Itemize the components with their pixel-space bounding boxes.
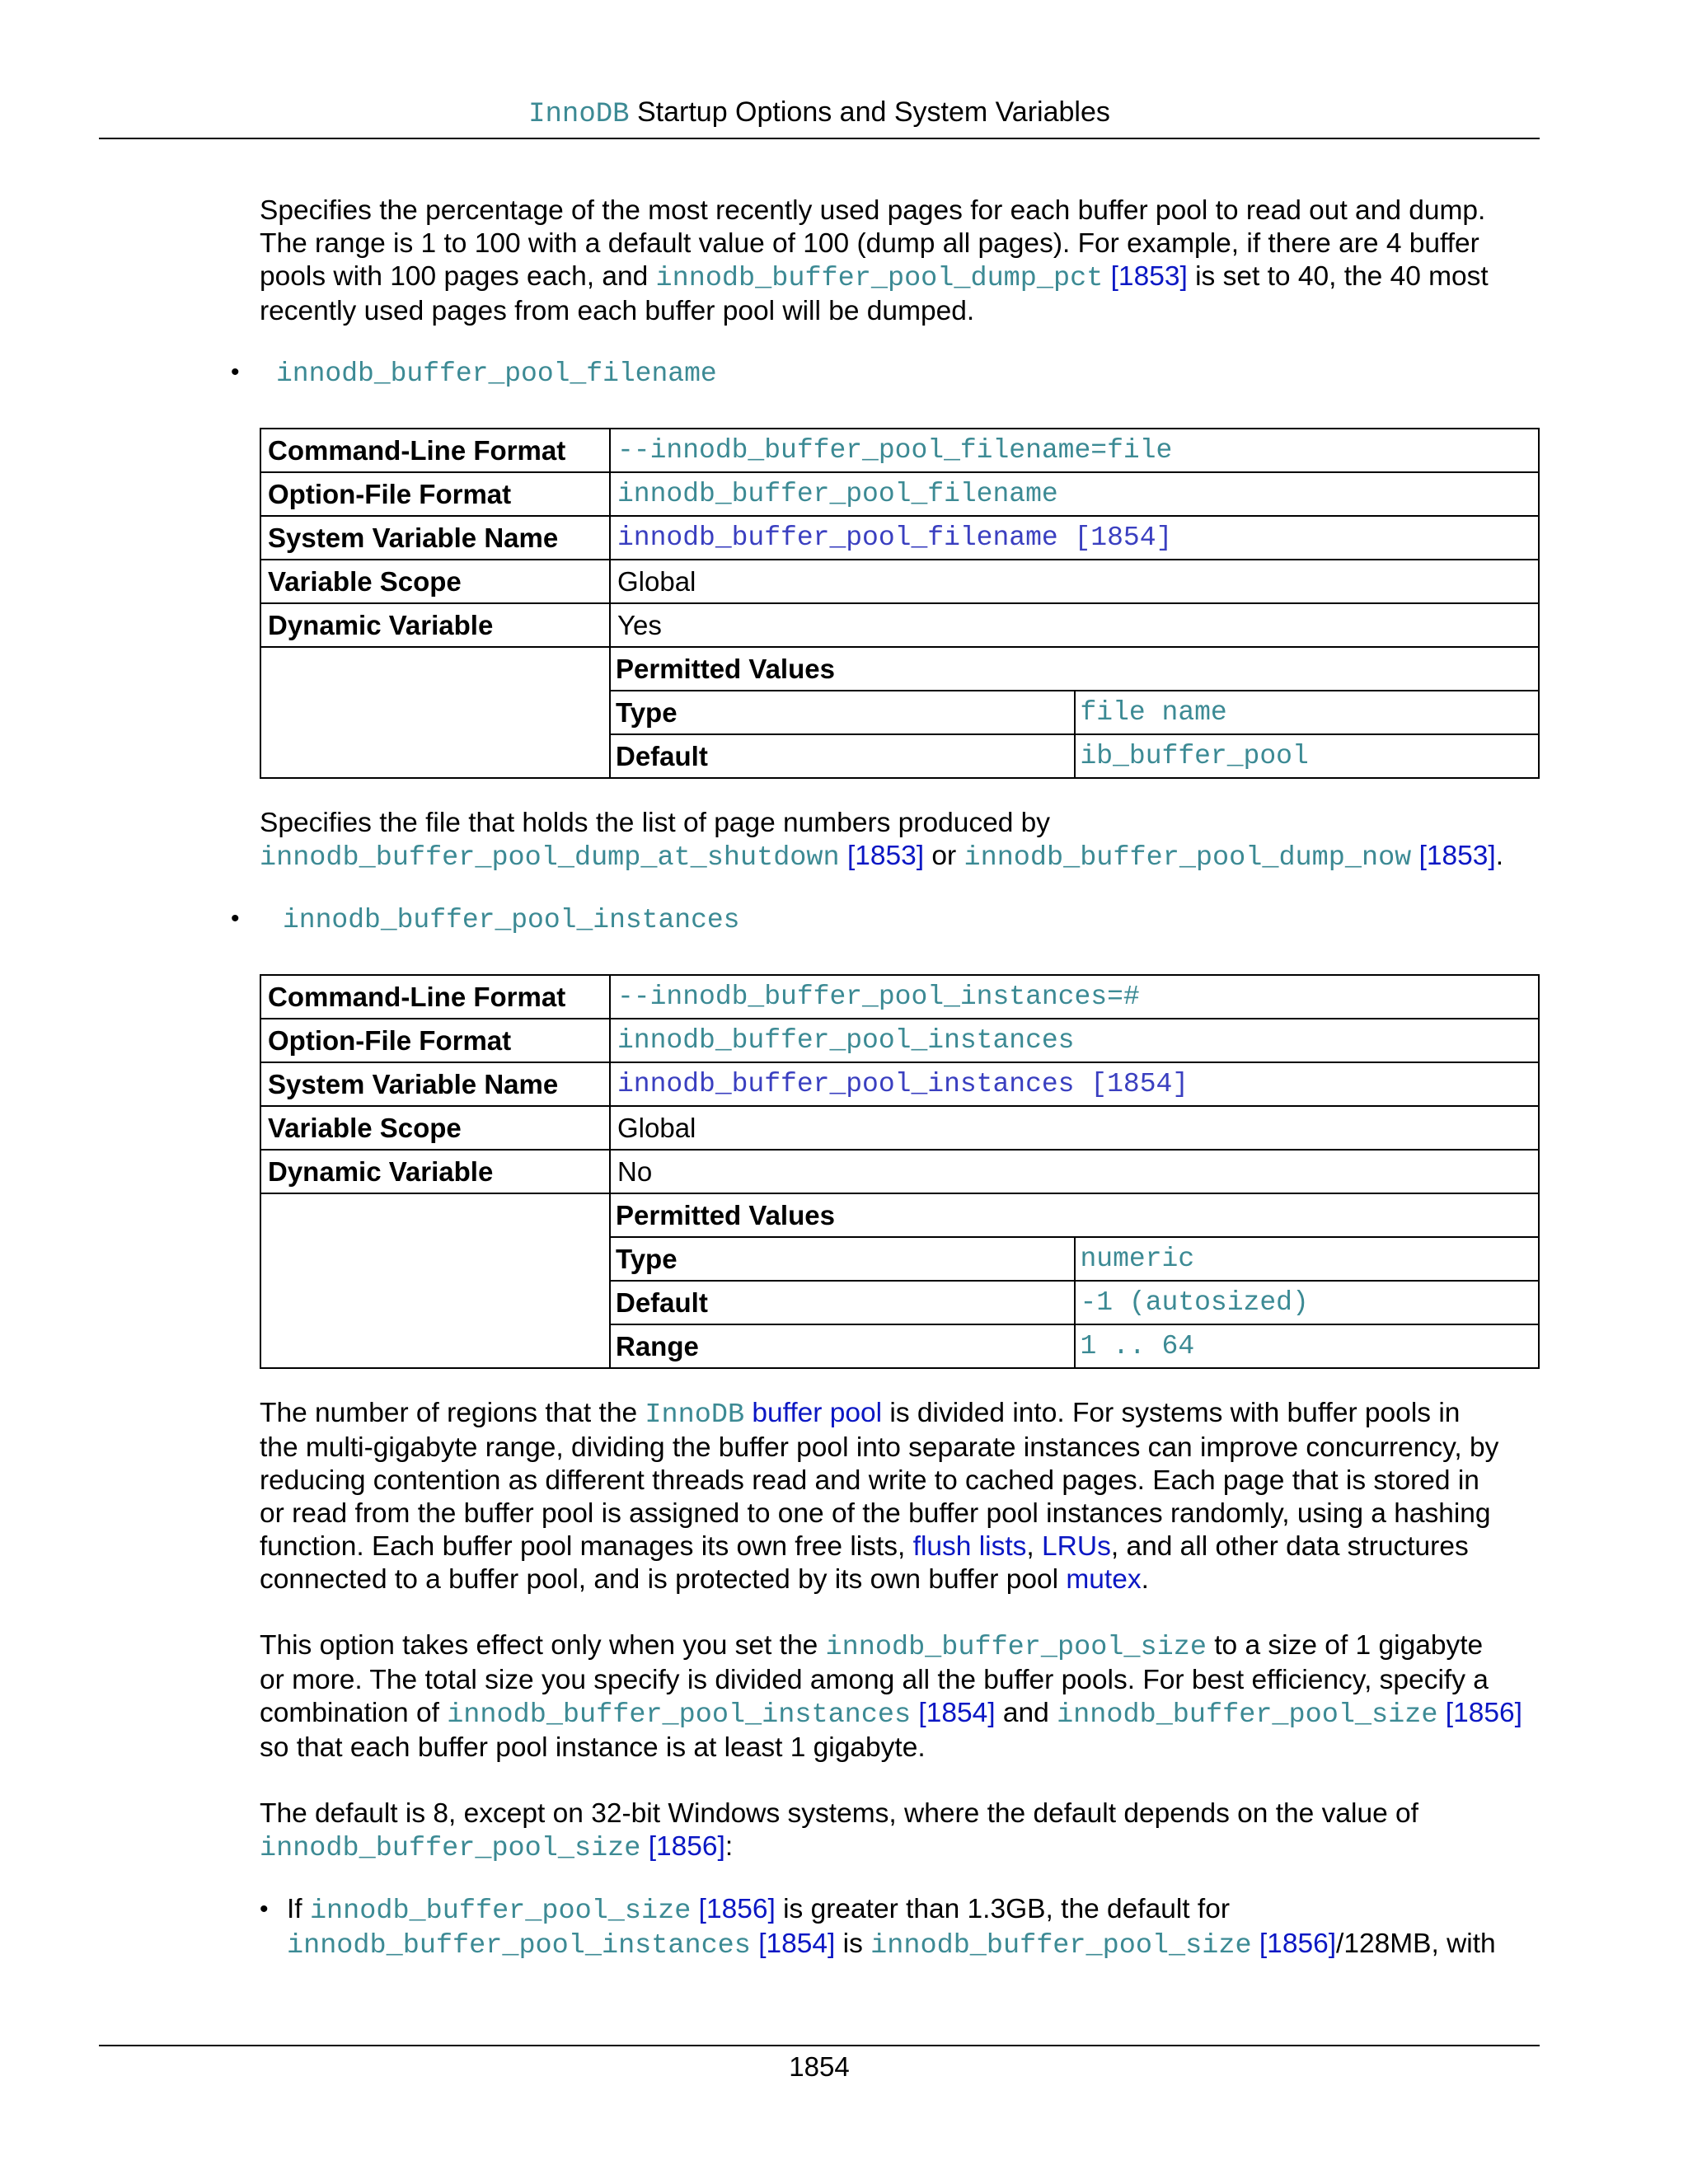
sub-bullet-item: • If innodb_buffer_pool_size [1856] is greater than 1.3GB, the default for innodb_buffer_pool_instances [1854] is innodb_buffer_pool_size [1856]/128MB, with (260, 1894, 1496, 1961)
type-label: Type (611, 691, 1075, 734)
empty-label-cell (260, 1193, 610, 1368)
table-row (260, 975, 1539, 1019)
row-value: --innodb_buffer_pool_filename=file (610, 429, 1539, 472)
option-bullet-filename (231, 356, 1545, 391)
table-row (260, 603, 1539, 647)
row-value: innodb_buffer_pool_instances (610, 1019, 1539, 1062)
ref-link[interactable]: [1853] (846, 841, 925, 871)
option-table-instances (260, 974, 1540, 1369)
row-label: System Variable Name (260, 516, 610, 560)
ref-link[interactable]: [1854] (918, 1698, 996, 1728)
running-header (99, 92, 1540, 134)
code-innodb: InnoDB (645, 1399, 745, 1431)
buffer-pool-link[interactable]: buffer pool (752, 1398, 883, 1428)
row-value: No (610, 1150, 1539, 1193)
default-label: Default (611, 1281, 1075, 1324)
default-value: -1 (autosized) (1075, 1281, 1539, 1324)
row-label: Command-Line Format (260, 429, 610, 472)
permitted-values-table (611, 1194, 1538, 1367)
header-rule (99, 138, 1540, 139)
table-row (260, 1019, 1539, 1062)
filename-description: Specifies the file that holds the list of page numbers produced by innodb_buffer_pool_dump_at_shutdown [1853] or innodb_buffer_pool_dump_now [1853]. (260, 808, 1504, 874)
row-label: Option-File Format (260, 472, 610, 516)
ref-link[interactable]: [1854] (758, 1929, 836, 1959)
range-value: 1 .. 64 (1075, 1324, 1539, 1367)
footer-rule (99, 2045, 1540, 2046)
type-value: numeric (1075, 1237, 1539, 1281)
row-value: innodb_buffer_pool_filename (610, 472, 1539, 516)
permitted-values-heading: Permitted Values (611, 648, 1538, 691)
ref-link[interactable]: [1856] (1259, 1929, 1337, 1959)
table-row (260, 1106, 1539, 1150)
option-name: innodb_buffer_pool_filename (276, 359, 717, 389)
code-pool-size: innodb_buffer_pool_size (1057, 1699, 1438, 1731)
size-requirement-paragraph: This option takes effect only when you set the innodb_buffer_pool_size to a size of 1 gigabyte or more. The total size you specify is divided among all the buffer pools. For best efficiency, specify a combination of innodb_buffer_pool_instances [1854] and innodb_buffer_pool_size [1856] so that each buffer pool instance is at least 1 gigabyte. (260, 1630, 1522, 1763)
code-pool-size: innodb_buffer_pool_size (260, 1833, 641, 1864)
table-row (260, 647, 1539, 778)
table-row (260, 429, 1539, 472)
bullet-dot: • (260, 1896, 269, 1923)
table-row (260, 1193, 1539, 1368)
default-value-paragraph: The default is 8, except on 32-bit Windows systems, where the default depends on the value of innodb_buffer_pool_size [1856]: (260, 1798, 1418, 1864)
intro-paragraph: Specifies the percentage of the most recently used pages for each buffer pool to read out and dump. The range is 1 to 100 with a default value of 100 (dump all pages). For example, if there are 4 buffer pools with 100 pages each, and innodb_buffer_pool_dump_pct [1853] is set to 40, the 40 most recently used pages from each buffer pool will be dumped. (260, 195, 1489, 326)
option-table-filename (260, 428, 1540, 779)
header-title: Startup Options and System Variables (636, 96, 1110, 128)
code-dump-now: innodb_buffer_pool_dump_now (964, 842, 1412, 874)
code-dump-at-shutdown: innodb_buffer_pool_dump_at_shutdown (260, 842, 840, 874)
code-pool-size: innodb_buffer_pool_size (309, 1896, 692, 1927)
ref-link[interactable]: [1856] (698, 1894, 776, 1924)
empty-label-cell (260, 647, 610, 778)
row-value: Yes (610, 603, 1539, 647)
body-content (231, 194, 1545, 1962)
permitted-values-cell (610, 1193, 1539, 1368)
bullet-dot: • (231, 905, 240, 932)
row-label: Dynamic Variable (260, 603, 610, 647)
default-value: ib_buffer_pool (1075, 734, 1539, 777)
ref-link[interactable]: [1853] (1418, 841, 1496, 871)
row-value: --innodb_buffer_pool_instances=# (610, 975, 1539, 1019)
code-pool-size: innodb_buffer_pool_size (870, 1930, 1252, 1961)
range-label: Range (611, 1324, 1075, 1367)
code-pool-instances: innodb_buffer_pool_instances (287, 1930, 751, 1961)
code-dump-pct: innodb_buffer_pool_dump_pct (655, 263, 1104, 294)
row-label: System Variable Name (260, 1062, 610, 1106)
header-code: InnoDB (528, 99, 630, 130)
code-pool-instances: innodb_buffer_pool_instances (447, 1699, 912, 1731)
row-value: Global (610, 560, 1539, 603)
system-variable-link[interactable]: innodb_buffer_pool_instances [1854] (610, 1062, 1539, 1106)
option-name: innodb_buffer_pool_instances (283, 905, 740, 935)
type-label: Type (611, 1237, 1075, 1281)
table-row (260, 472, 1539, 516)
row-label: Dynamic Variable (260, 1150, 610, 1193)
ref-link[interactable]: [1856] (1445, 1698, 1522, 1728)
code-pool-size: innodb_buffer_pool_size (825, 1632, 1207, 1663)
row-label: Variable Scope (260, 1106, 610, 1150)
table-row (260, 560, 1539, 603)
permitted-values-heading: Permitted Values (611, 1194, 1538, 1237)
ref-link[interactable]: [1856] (648, 1831, 725, 1862)
row-label: Command-Line Format (260, 975, 610, 1019)
ref-link[interactable]: [1853] (1110, 261, 1188, 292)
type-value: file name (1075, 691, 1539, 734)
bullet-dot: • (231, 359, 240, 386)
row-value: Global (610, 1106, 1539, 1150)
row-label: Variable Scope (260, 560, 610, 603)
permitted-values-cell (610, 647, 1539, 778)
table-row (260, 1062, 1539, 1106)
system-variable-link[interactable]: innodb_buffer_pool_filename [1854] (610, 516, 1539, 560)
option-bullet-instances (231, 902, 1545, 937)
instances-description: The number of regions that the InnoDB buffer pool is divided into. For systems with buffer pools in the multi-gigabyte range, dividing the buffer pool into separate instances can improve concurrency, by reducing contention as different threads read and write to cached pages. Each page that is stored in or read from the buffer pool is assigned to one of the buffer pool instances randomly, using a hashing function. Each buffer pool manages its own free lists, flush lists, LRUs, and all other data structures connected to a buffer pool, and is protected by its own buffer pool mutex. (260, 1398, 1499, 1595)
page-number: 1854 (789, 2051, 850, 2082)
row-label: Option-File Format (260, 1019, 610, 1062)
permitted-values-table (611, 648, 1538, 777)
lrus-link[interactable]: LRUs (1042, 1531, 1111, 1562)
mutex-link[interactable]: mutex (1066, 1564, 1142, 1595)
table-row (260, 1150, 1539, 1193)
default-label: Default (611, 734, 1075, 777)
table-row (260, 516, 1539, 560)
flush-lists-link[interactable]: flush lists (912, 1531, 1027, 1562)
